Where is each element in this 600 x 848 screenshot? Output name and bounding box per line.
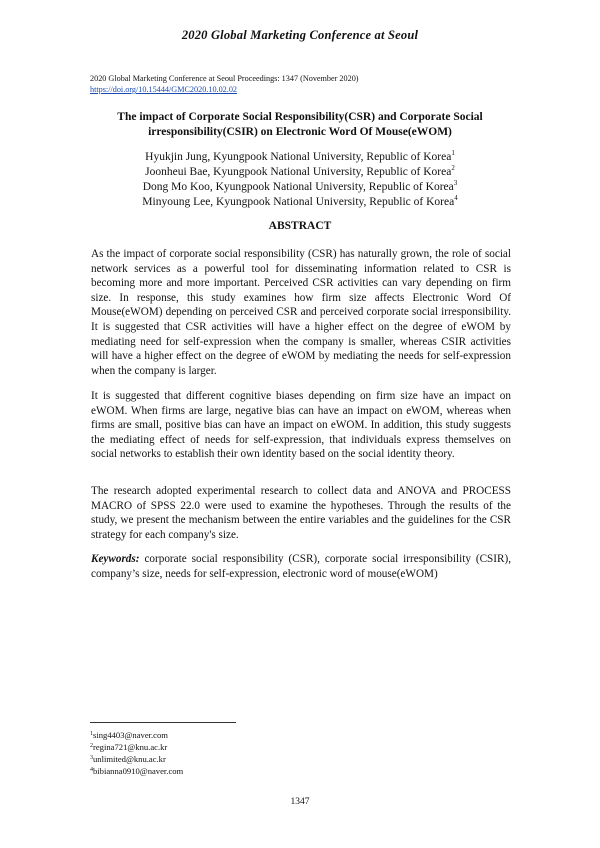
author-line: Joonheui Bae, Kyungpook National University, Republic of Korea$^2$ — [145, 164, 455, 178]
footnote-item: $^2$regina721@knu.ac.kr — [90, 742, 168, 752]
abstract-paragraph-1: As the impact of corporate social responsibility (CSR) has naturally grown, the role of social network services as a powerful tool for disseminating information related to CSR is becoming more and more important. Perceived CSR activities can vary depending on firm size. In response, this study examines how firm size affects Electronic Word Of Mouse(eWOM) depending on perceived CSR and perceived corporate social irresponsibility. It is suggested that CSR activities will have a higher effect on the degree of eWOM by mediating need for self-expression when the company is smaller, whereas CSIR activities will have a higher effect on the degree of eWOM by mediating the needs for self-expression when the company is larger. — [91, 248, 511, 377]
author-line: Hyukjin Jung, Kyungpook National University, Republic of Korea$^1$ — [145, 149, 455, 163]
author-list — [70, 150, 530, 210]
author-footnote-mark: 2 — [451, 164, 455, 172]
doi-link[interactable]: https://doi.org/10.15444/GMC2020.10.02.02 — [90, 85, 238, 94]
author-line: Dong Mo Koo, Kyungpook National University, Republic of Korea$^3$ — [142, 179, 458, 193]
proceedings-info — [90, 73, 510, 95]
keywords-text: corporate social responsibility (CSR), corporate social irresponsibility (CSIR), company’s size, needs for self-expression, electronic word of mouse(eWOM) — [91, 553, 511, 580]
paper-title-line-1: The impact of Corporate Social Responsibility(CSR) and Corporate Social — [117, 111, 483, 123]
conference-header: 2020 Global Marketing Conference at Seoul — [181, 28, 419, 42]
footnote-item: $^1$sing4403@naver.com — [90, 730, 168, 740]
paper-title-line-2: irresponsibility(CSIR) on Electronic Word Of Mouse(eWOM) — [148, 126, 452, 138]
keywords-paragraph — [91, 552, 511, 581]
author-footnote-mark: 4 — [454, 194, 458, 202]
author-email: unlimited@knu.ac.kr — [93, 754, 166, 764]
footnote-item: $^4$bibianna0910@naver.com — [90, 766, 184, 776]
author-email: sing4403@naver.com — [93, 730, 168, 740]
proceedings-citation: 2020 Global Marketing Conference at Seoul Proceedings: 1347 (November 2020) — [90, 74, 359, 83]
abstract-paragraph-3: The research adopted experimental research to collect data and ANOVA and PROCESS MACRO of SPSS 22.0 were used to examine the hypotheses. Through the results of the study, we present the mechanism between the entire variables and the guidelines for the CSR strategy for each company's size. — [91, 485, 511, 541]
author-footnote-mark: 3 — [453, 179, 458, 187]
author-email: bibianna0910@naver.com — [93, 766, 184, 776]
footnote-divider — [90, 722, 236, 723]
author-email: regina721@knu.ac.kr — [93, 742, 168, 752]
page-number: 1347 — [290, 797, 310, 807]
author-footnote-mark: 1 — [451, 149, 455, 157]
abstract-paragraph-2: It is suggested that different cognitive biases depending on firm size have an impact on eWOM. When firms are large, negative bias can have an impact on eWOM, whereas when firms are small, positive bias can have an impact on eWOM. In addition, this study suggests the mediating effect of needs for self-expression, that individuals express themselves on social networks to establish their own identity based on the social identity theory. — [91, 390, 511, 461]
keywords-label: Keywords: — [91, 553, 140, 565]
author-line: Minyoung Lee, Kyungpook National University, Republic of Korea$^4$ — [142, 194, 458, 208]
footnotes — [90, 729, 390, 777]
footnote-item: $^3$unlimited@knu.ac.kr — [90, 754, 166, 764]
paper-title — [70, 110, 530, 140]
abstract-heading: ABSTRACT — [268, 220, 332, 232]
